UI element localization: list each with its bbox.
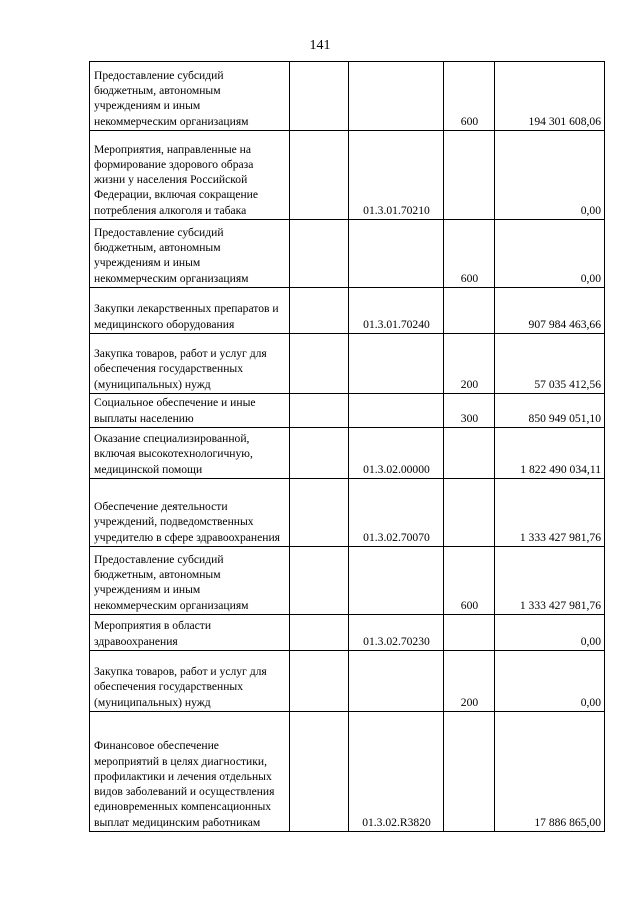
row-empty-cell bbox=[290, 131, 349, 220]
row-type bbox=[444, 428, 495, 479]
row-empty-cell bbox=[290, 651, 349, 712]
row-name: Закупка товаров, работ и услуг для обеспечения государственных (муниципальных) нужд bbox=[90, 334, 290, 394]
row-type: 200 bbox=[444, 334, 495, 394]
row-empty-cell bbox=[290, 547, 349, 615]
row-name: Мероприятия, направленные на формирование здорового образа жизни у населения Российской Федерации, включая сокращение потребления алкоголя и табака bbox=[90, 131, 290, 220]
row-code bbox=[349, 334, 444, 394]
row-code bbox=[349, 62, 444, 131]
row-name: Закупка товаров, работ и услуг для обеспечения государственных (муниципальных) нужд bbox=[90, 651, 290, 712]
row-type: 200 bbox=[444, 651, 495, 712]
row-empty-cell bbox=[290, 220, 349, 288]
row-type: 300 bbox=[444, 394, 495, 428]
row-code: 01.3.02.00000 bbox=[349, 428, 444, 479]
row-amount: 1 333 427 981,76 bbox=[495, 547, 605, 615]
row-type: 600 bbox=[444, 62, 495, 131]
row-type bbox=[444, 479, 495, 547]
row-empty-cell bbox=[290, 428, 349, 479]
table-row bbox=[90, 394, 605, 428]
row-type: 600 bbox=[444, 547, 495, 615]
row-amount: 850 949 051,10 bbox=[495, 394, 605, 428]
table-row bbox=[90, 615, 605, 651]
row-code: 01.3.01.70210 bbox=[349, 131, 444, 220]
row-name: Закупки лекарственных препаратов и медицинского оборудования bbox=[90, 288, 290, 334]
row-code bbox=[349, 220, 444, 288]
row-name: Оказание специализированной, включая высокотехнологичную, медицинской помощи bbox=[90, 428, 290, 479]
row-type: 600 bbox=[444, 220, 495, 288]
row-amount: 907 984 463,66 bbox=[495, 288, 605, 334]
row-empty-cell bbox=[290, 394, 349, 428]
row-type bbox=[444, 615, 495, 651]
table-row bbox=[90, 131, 605, 220]
row-amount: 57 035 412,56 bbox=[495, 334, 605, 394]
table-row bbox=[90, 334, 605, 394]
row-amount: 0,00 bbox=[495, 615, 605, 651]
row-amount: 194 301 608,06 bbox=[495, 62, 605, 131]
row-name: Предоставление субсидий бюджетным, автономным учреждениям и иным некоммерческим организациям bbox=[90, 62, 290, 131]
row-type bbox=[444, 712, 495, 832]
row-amount: 0,00 bbox=[495, 131, 605, 220]
row-amount: 1 333 427 981,76 bbox=[495, 479, 605, 547]
table-row bbox=[90, 479, 605, 547]
row-empty-cell bbox=[290, 479, 349, 547]
row-code: 01.3.02.70230 bbox=[349, 615, 444, 651]
table-row bbox=[90, 62, 605, 131]
row-name: Предоставление субсидий бюджетным, автономным учреждениям и иным некоммерческим организациям bbox=[90, 220, 290, 288]
row-empty-cell bbox=[290, 288, 349, 334]
row-type bbox=[444, 131, 495, 220]
row-amount: 1 822 490 034,11 bbox=[495, 428, 605, 479]
row-amount: 17 886 865,00 bbox=[495, 712, 605, 832]
row-amount: 0,00 bbox=[495, 651, 605, 712]
row-name: Мероприятия в области здравоохранения bbox=[90, 615, 290, 651]
table-row bbox=[90, 547, 605, 615]
table-row bbox=[90, 712, 605, 832]
row-code: 01.3.01.70240 bbox=[349, 288, 444, 334]
row-name: Предоставление субсидий бюджетным, автономным учреждениям и иным некоммерческим организациям bbox=[90, 547, 290, 615]
row-name: Обеспечение деятельности учреждений, подведомственных учредителю в сфере здравоохранения bbox=[90, 479, 290, 547]
row-code: 01.3.02.70070 bbox=[349, 479, 444, 547]
page-number: 141 bbox=[309, 38, 331, 53]
row-code: 01.3.02.R3820 bbox=[349, 712, 444, 832]
row-type bbox=[444, 288, 495, 334]
row-name: Социальное обеспечение и иные выплаты населению bbox=[90, 394, 290, 428]
table-row bbox=[90, 288, 605, 334]
table-row bbox=[90, 651, 605, 712]
row-amount: 0,00 bbox=[495, 220, 605, 288]
row-empty-cell bbox=[290, 334, 349, 394]
row-empty-cell bbox=[290, 615, 349, 651]
row-empty-cell bbox=[290, 712, 349, 832]
row-code bbox=[349, 394, 444, 428]
budget-table bbox=[89, 61, 605, 832]
row-code bbox=[349, 651, 444, 712]
table-row bbox=[90, 428, 605, 479]
row-empty-cell bbox=[290, 62, 349, 131]
row-code bbox=[349, 547, 444, 615]
table-row bbox=[90, 220, 605, 288]
row-name: Финансовое обеспечение мероприятий в целях диагностики, профилактики и лечения отдельных видов заболеваний и осуществления единовременных компенсационных выплат медицинским работникам bbox=[90, 712, 290, 832]
